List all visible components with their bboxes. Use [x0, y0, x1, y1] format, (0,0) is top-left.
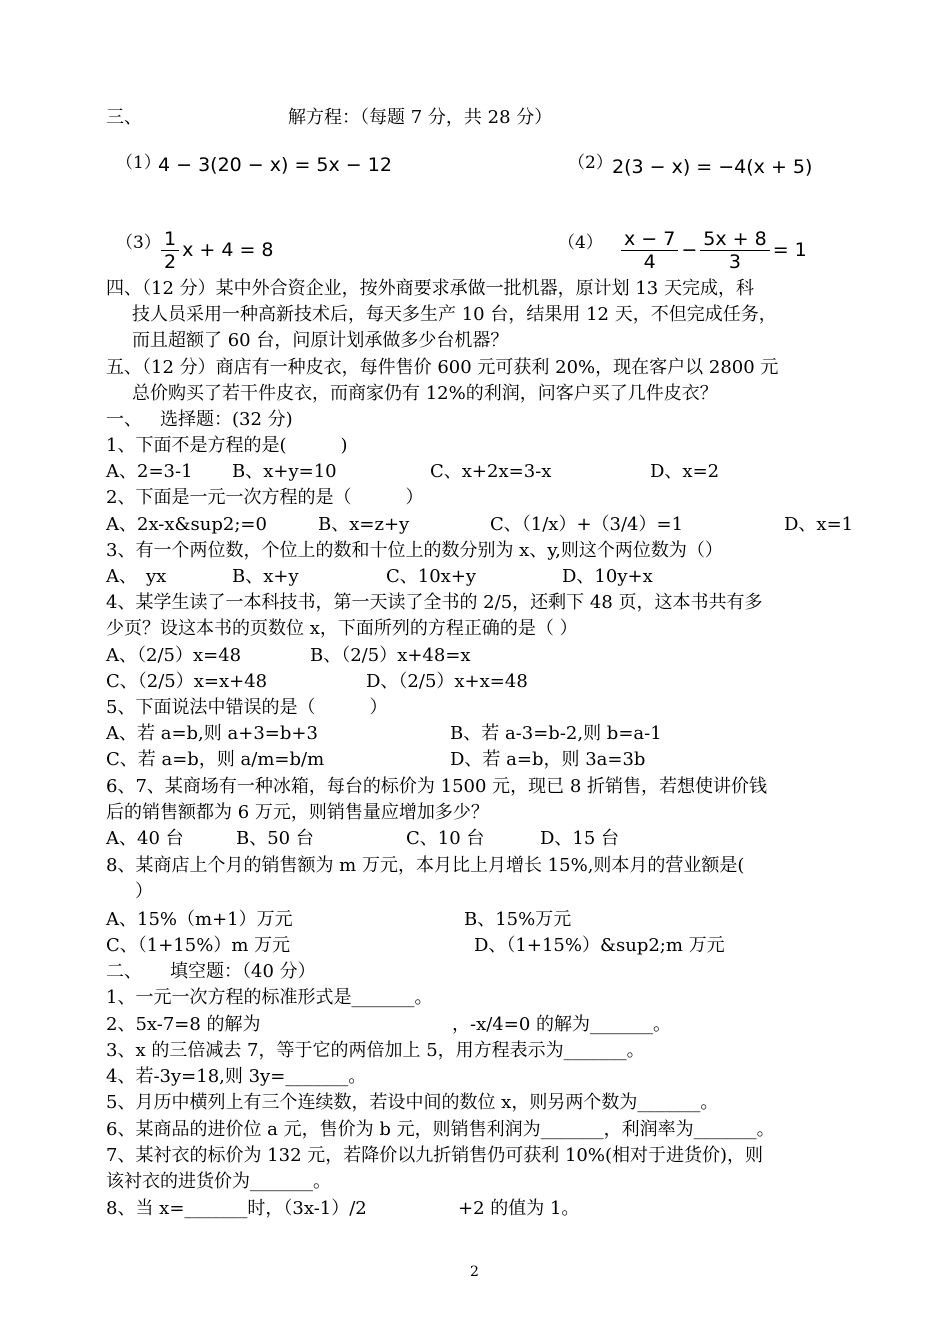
- q1-option-b: B、x+y=10: [232, 461, 337, 482]
- q5-option-d: D、若 a=b，则 3a=3b: [450, 749, 646, 770]
- fill1: 1、一元一次方程的标准形式是_______。: [106, 987, 433, 1008]
- problem2-equation: 2(3 − x) = −4(x + 5): [612, 156, 813, 178]
- problem4-numerator1: x − 7: [621, 228, 678, 251]
- problem4-label: （4）: [558, 233, 603, 253]
- fill2-part1: 2、5x-7=8 的解为: [106, 1014, 261, 1035]
- question4-line1: 4、某学生读了一本科技书，第一天读了全书的 2/5，还剩下 48 页，这本书共有多: [106, 592, 763, 613]
- q6-option-a: A、40 台: [106, 828, 184, 849]
- fill2-part2: ，-x/4=0 的解为_______。: [452, 1014, 672, 1035]
- problem3-label: （3）: [116, 233, 161, 253]
- question2: 2、下面是一元一次方程的是（ ）: [106, 487, 424, 508]
- section3-title: 解方程：（每题 7 分，共 28 分）: [288, 107, 553, 128]
- q8-option-a: A、15%（m+1）万元: [106, 909, 293, 930]
- q6-option-c: C、10 台: [406, 828, 485, 849]
- q4-option-a: A、（2/5）x=48: [106, 645, 242, 666]
- problem4-operator: −: [681, 239, 698, 261]
- q3-option-b: B、x+y: [232, 566, 299, 587]
- q5-option-a: A、若 a=b,则 a+3=b+3: [106, 723, 318, 744]
- q3-option-c: C、10x+y: [386, 566, 477, 587]
- problem4-denominator1: 4: [643, 251, 656, 273]
- problem3-fraction: [161, 228, 179, 273]
- problem1-equation: 4 − 3(20 − x) = 5x − 12: [158, 154, 392, 176]
- q5-option-c: C、若 a=b，则 a/m=b/m: [106, 749, 325, 770]
- section4-line1: 四、（12 分）某中外合资企业，按外商要求承做一批机器，原计划 13 天完成，科: [106, 278, 754, 299]
- q4-option-b: B、（2/5）x+48=x: [310, 645, 471, 666]
- question4-line2: 少页？设这本书的页数位 x，下面所列的方程正确的是（ ）: [106, 618, 578, 639]
- section4-line3: 而且超额了 60 台，问原计划承做多少台机器？: [132, 330, 509, 351]
- q1-option-a: A、2=3-1: [106, 461, 193, 482]
- fill3: 3、x 的三倍减去 7，等于它的两倍加上 5，用方程表示为_______。: [106, 1040, 645, 1061]
- fill7-line1: 7、某衬衣的标价为 132 元，若降价以九折销售仍可获利 10%(相对于进货价)，则: [106, 1145, 764, 1166]
- problem4-rest: = 1: [772, 239, 807, 261]
- problem3-numerator: 1: [161, 228, 179, 251]
- question5: 5、下面说法中错误的是（ ）: [106, 697, 388, 718]
- q3-option-d: D、10y+x: [562, 566, 653, 587]
- problem4-fraction2: [700, 228, 769, 273]
- fill4: 4、若-3y=18,则 3y=_______。: [106, 1066, 367, 1087]
- question8-line2: ）: [135, 881, 153, 902]
- problem3-denominator: 2: [164, 251, 177, 273]
- section1-title: 选择题：(32 分): [160, 409, 293, 430]
- q1-option-d: D、x=2: [650, 461, 720, 482]
- q2-option-d: D、x=1: [784, 514, 854, 535]
- section4-line2: 技人员采用一种高新技术后，每天多生产 10 台，结果用 12 天，不但完成任务，: [132, 304, 777, 325]
- problem4-equation: [618, 228, 807, 273]
- section5-line1: 五、（12 分）商店有一种皮衣，每件售价 600 元可获利 20%，现在客户以 2800 元: [106, 357, 779, 378]
- problem2-label: （2）: [568, 153, 613, 173]
- page-number: 2: [470, 1264, 479, 1280]
- q3-option-a: A、 yx: [106, 566, 167, 587]
- fill8-part1: 8、当 x=_______时，（3x-1）/2: [106, 1198, 367, 1219]
- q2-option-a: A、2x-x&sup2;=0: [106, 514, 267, 535]
- problem3-equation: [158, 228, 274, 273]
- problem4-numerator2: 5x + 8: [700, 228, 769, 251]
- question1: 1、下面不是方程的是( ): [106, 435, 348, 456]
- fill6: 6、某商品的进价位 a 元，售价为 b 元，则销售利润为_______，利润率为_______。: [106, 1119, 775, 1140]
- question6-line2: 后的销售额都为 6 万元，则销售量应增加多少？: [106, 802, 489, 823]
- question8-line1: 8、某商店上个月的销售额为 m 万元，本月比上月增长 15%,则本月的营业额是(: [106, 855, 745, 876]
- fill7-line2: 该衬衣的进货价为_______。: [106, 1171, 331, 1192]
- q8-option-d: D、（1+15%）&sup2;m 万元: [474, 935, 725, 956]
- section1-number: 一、: [106, 409, 142, 430]
- problem3-rest: x + 4 = 8: [182, 239, 274, 261]
- q6-option-d: D、15 台: [540, 828, 620, 849]
- q5-option-b: B、若 a-3=b-2,则 b=a-1: [450, 723, 662, 744]
- q2-option-b: B、x=z+y: [318, 514, 410, 535]
- q2-option-c: C、（1/x）+（3/4）=1: [490, 514, 684, 535]
- problem4-fraction1: [621, 228, 678, 273]
- q6-option-b: B、50 台: [236, 828, 314, 849]
- q8-option-b: B、15%万元: [464, 909, 572, 930]
- section2-number: 二、: [106, 961, 142, 982]
- question6-line1: 6、7、某商场有一种冰箱，每台的标价为 1500 元，现已 8 折销售，若想使讲价钱: [106, 776, 768, 797]
- section2-title: 填空题：（40 分）: [170, 961, 316, 982]
- fill5: 5、月历中横列上有三个连续数，若设中间的数位 x，则另两个数为_______。: [106, 1092, 719, 1113]
- section5-line2: 总价购买了若干件皮衣，而商家仍有 12%的利润，问客户买了几件皮衣？: [132, 383, 718, 404]
- fill8-part2: +2 的值为 1。: [458, 1198, 580, 1219]
- q1-option-c: C、x+2x=3-x: [430, 461, 552, 482]
- q8-option-c: C、（1+15%）m 万元: [106, 935, 291, 956]
- problem1-label: （1）: [116, 153, 161, 173]
- question3: 3、有一个两位数，个位上的数和十位上的数分别为 x、y,则这个两位数为（）: [106, 540, 723, 561]
- q4-option-c: C、（2/5）x=x+48: [106, 671, 268, 692]
- problem4-denominator2: 3: [728, 251, 742, 273]
- section3-number: 三、: [106, 107, 142, 128]
- q4-option-d: D、（2/5）x+x=48: [366, 671, 528, 692]
